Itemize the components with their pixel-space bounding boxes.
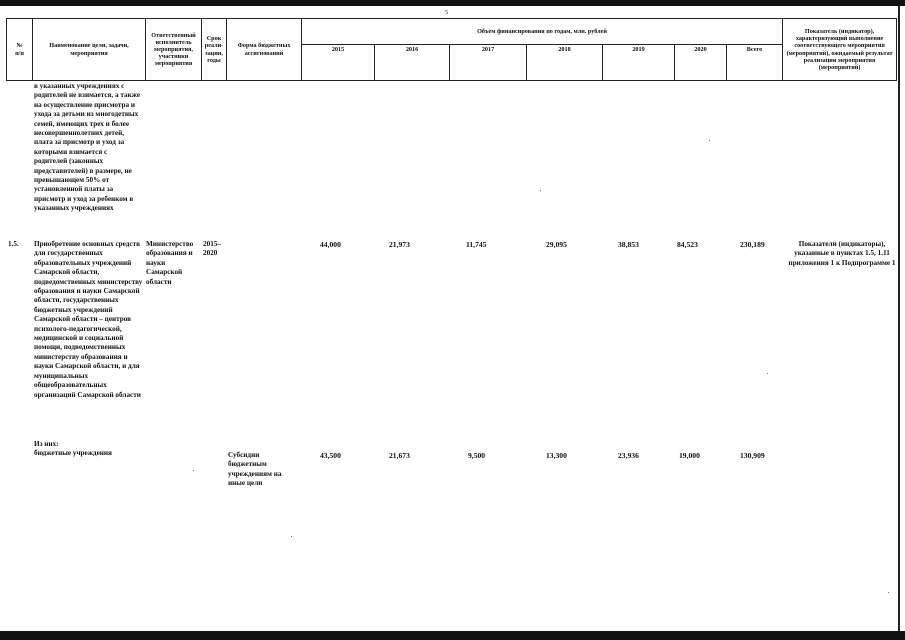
header-year-2016: 2016: [375, 45, 450, 81]
subrow-value-2019: 23,936: [618, 451, 639, 460]
value-2019: 38,853: [618, 240, 639, 249]
value-2020: 84,523: [677, 240, 698, 249]
header-col-indicator: Показатель (индикатор), характеризующий выполнение соответствующего мероприятия (мероприятий), ожидаемый результат реализации мероприятия (мероприятий): [783, 19, 897, 81]
scan-speck: [767, 373, 768, 374]
subrow-value-2020: 19,000: [679, 451, 700, 460]
row-term: 2015–2020: [203, 240, 221, 258]
scan-speck: [193, 470, 194, 471]
row-number: 1.5.: [8, 240, 19, 248]
header-col-term: Срок реали-зации, годы: [202, 19, 227, 81]
header-year-2019: 2019: [603, 45, 675, 81]
row-name: Приобретение основных средств для государственных образовательных учреждений Самарской области, подведомственных министерству образования и науки Самарской области, государственных бюджетных учреждений Самарской области – центров психолого-педагогической, медицинской и социальной помощи, подведомственных министерству образования и науки Самарской области, и для муниципальных общеобразовательных организаций Самарской области: [34, 240, 143, 399]
subrow-value-2018: 13,300: [546, 451, 567, 460]
subrow-value-total: 130,909: [740, 451, 765, 460]
page-number: 5: [445, 10, 448, 16]
header-col-form: Форма бюджетных ассигнований: [227, 19, 302, 81]
table-header: [6, 18, 897, 81]
header-year-2020: 2020: [675, 45, 727, 81]
scan-speck: [888, 592, 889, 593]
value-2015: 44,000: [320, 240, 341, 249]
subrow-value-2017: 9,500: [468, 451, 486, 460]
subrow-value-2016: 21,673: [389, 451, 410, 460]
header-col-exec: Ответственный исполнитель мероприятия, участники мероприятия: [146, 19, 202, 81]
bottom-border: [0, 631, 905, 640]
header-col-funding: Объем финансирования по годам, млн. рублей: [302, 19, 783, 45]
header-year-2015: 2015: [302, 45, 375, 81]
header-col-no: № п/п: [7, 19, 33, 81]
subrow-form: Субсидии бюджетным учреждениям на иные цели: [228, 451, 282, 488]
top-border: [0, 0, 905, 6]
subrow-name: Из них: бюджетные учреждения: [34, 440, 112, 458]
header-year-2017: 2017: [450, 45, 527, 81]
value-2018: 29,095: [546, 240, 567, 249]
value-2017: 11,745: [466, 240, 487, 249]
scan-speck: [709, 140, 710, 141]
right-page-edge: [898, 6, 905, 631]
header-year-total: Всего: [727, 45, 783, 81]
value-2016: 21,973: [389, 240, 410, 249]
subrow-value-2015: 43,500: [320, 451, 341, 460]
continuation-text: в указанных учреждениях с родителей не взимается, а также на осуществление присмотра и ухода за детьми из многодетных семей, имеющих трех и более несовершеннолетних детей, плата за присмотр и уход за которыми взимается с родителей (законных представителей) в размере, не превышающем 50% от установленной платы за присмотр и уход за ребенком в указанных учреждениях: [34, 82, 141, 213]
header-col-name: Наименование цели, задачи, мероприятия: [33, 19, 146, 81]
value-total: 230,189: [740, 240, 765, 249]
header-year-2018: 2018: [527, 45, 603, 81]
row-indicator: Показатели (индикаторы), указанные в пунктах 1.5, 1.11 приложения 1 к Подпрограмме 1: [788, 240, 896, 267]
row-executor: Министерство образования и науки Самарской области: [146, 240, 194, 286]
scan-speck: [540, 190, 541, 191]
scan-speck: [291, 536, 292, 537]
